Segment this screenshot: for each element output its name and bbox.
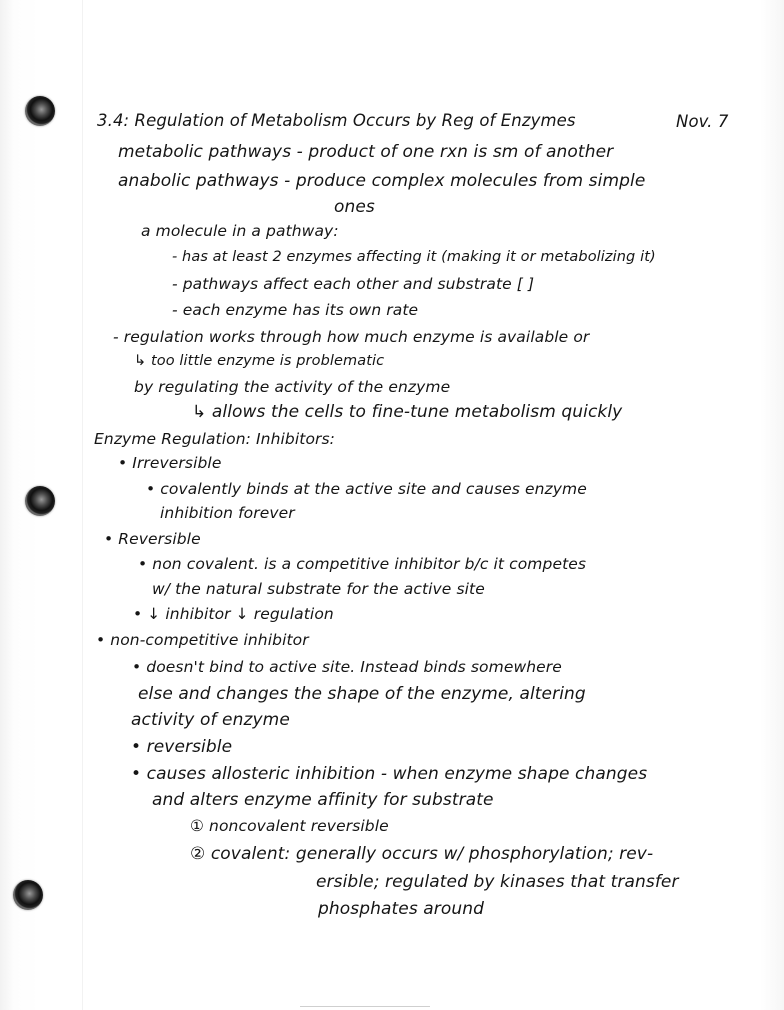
note-line: • Irreversible xyxy=(118,454,222,472)
note-date: Nov. 7 xyxy=(676,112,729,131)
note-line: ② covalent: generally occurs w/ phosphorylation; rev- xyxy=(190,844,654,864)
note-line: • reversible xyxy=(131,737,233,757)
note-line: • doesn't bind to active site. Instead binds somewhere xyxy=(132,658,562,676)
binder-hole-bottom xyxy=(13,880,43,910)
note-line: • Reversible xyxy=(104,530,201,548)
note-line: • ↓ inhibitor ↓ regulation xyxy=(133,605,334,623)
note-line: - regulation works through how much enzyme is available or xyxy=(113,328,590,346)
note-line: • covalently binds at the active site and causes enzyme xyxy=(146,480,587,498)
note-line: • non-competitive inhibitor xyxy=(96,631,309,649)
binder-hole-top xyxy=(25,96,55,126)
note-line: - has at least 2 enzymes affecting it (making it or metabolizing it) xyxy=(172,249,656,265)
note-line: - pathways affect each other and substrate [ ] xyxy=(172,275,535,293)
note-line: ersible; regulated by kinases that transfer xyxy=(316,872,679,892)
note-line: by regulating the activity of the enzyme xyxy=(134,378,451,396)
note-line: ① noncovalent reversible xyxy=(190,817,389,835)
note-line: • non covalent. is a competitive inhibitor b/c it competes xyxy=(138,555,587,573)
note-line: activity of enzyme xyxy=(131,710,290,730)
note-line: ones xyxy=(334,197,375,217)
note-line: inhibition forever xyxy=(160,504,295,522)
note-line: • causes allosteric inhibition - when enzyme shape changes xyxy=(131,764,648,784)
note-line: ↳ allows the cells to fine-tune metabolism quickly xyxy=(192,402,623,422)
note-line: ↳ too little enzyme is problematic xyxy=(134,353,385,369)
note-line: metabolic pathways - product of one rxn is sm of another xyxy=(118,142,614,162)
margin-line xyxy=(82,0,83,1010)
section-heading: Enzyme Regulation: Inhibitors: xyxy=(94,430,336,448)
note-line: and alters enzyme affinity for substrate xyxy=(152,790,494,810)
note-line: - each enzyme has its own rate xyxy=(172,301,419,319)
note-title: 3.4: Regulation of Metabolism Occurs by Reg of Enzymes xyxy=(97,111,576,130)
note-line: phosphates around xyxy=(318,899,485,919)
page-bottom-edge xyxy=(300,1006,430,1007)
note-line: anabolic pathways - produce complex molecules from simple xyxy=(118,171,646,191)
note-line: a molecule in a pathway: xyxy=(141,222,339,240)
binder-hole-middle xyxy=(25,486,55,516)
note-line: w/ the natural substrate for the active site xyxy=(152,580,485,598)
note-line: else and changes the shape of the enzyme, altering xyxy=(138,684,586,704)
